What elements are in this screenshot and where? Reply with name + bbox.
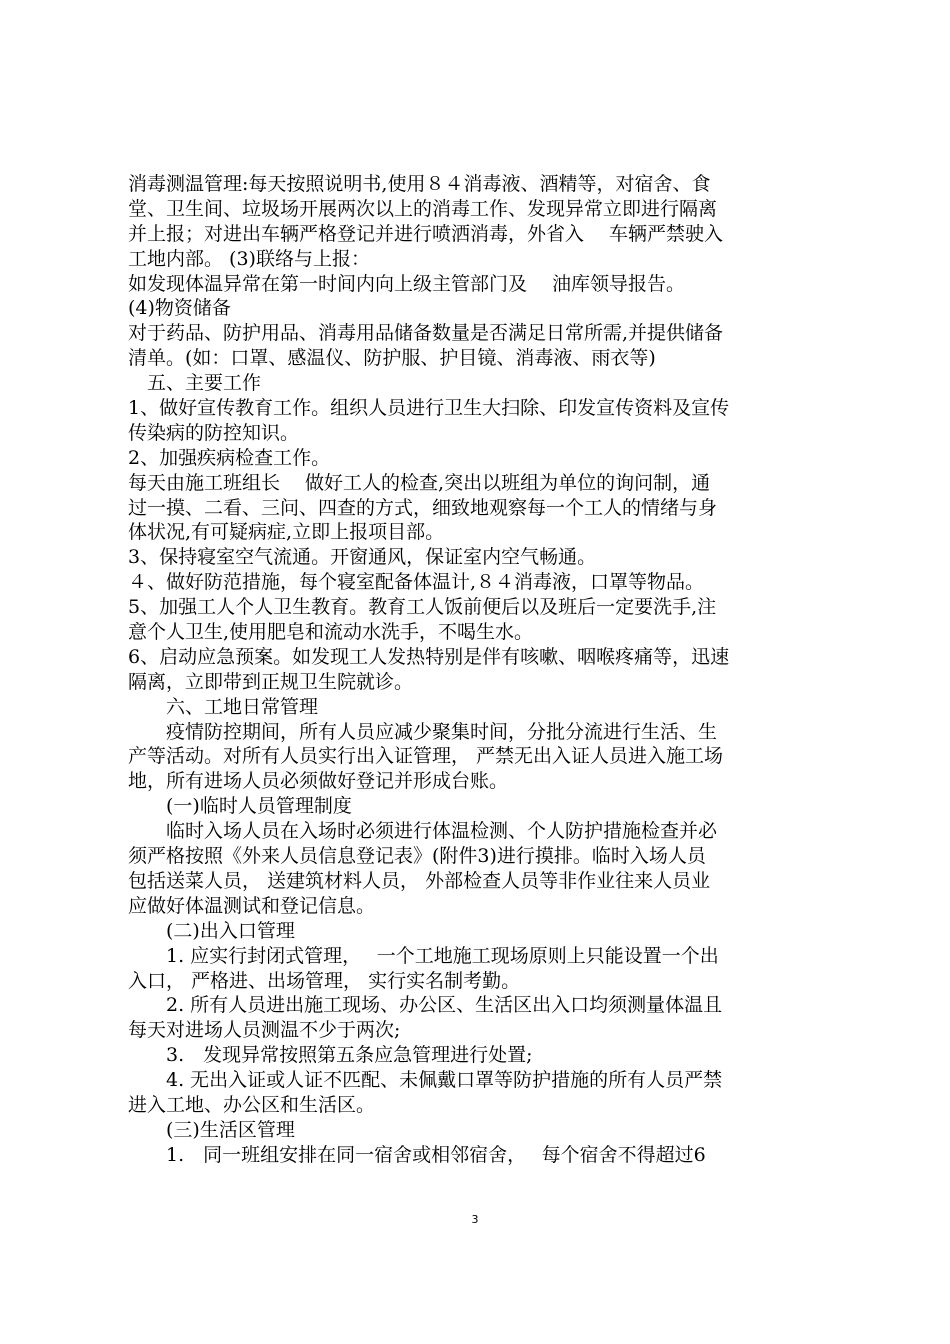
text-line: 过一摸、二看、三问、四查的方式，细致地观察每一个工人的情绪与身	[128, 496, 718, 519]
text-line: (三)生活区管理	[128, 1118, 295, 1141]
text-line: 进入工地、办公区和生活区。	[128, 1093, 376, 1116]
text-line: 对于药品、防护用品、消毒用品储备数量是否满足日常所需,并提供储备	[128, 322, 724, 345]
text-line: 工地内部。 (3)联络与上报：	[128, 247, 370, 270]
text-line: 1. 应实行封闭式管理， 一个工地施工现场原则上只能设置一个出	[128, 944, 719, 967]
text-line: 五、主要工作	[128, 372, 262, 395]
text-line: (二)出入口管理	[128, 919, 295, 942]
text-line: 意个人卫生,使用肥皂和流动水洗手，不喝生水。	[128, 621, 534, 644]
text-line: (4)物资储备	[128, 297, 231, 320]
text-line: 临时入场人员在入场时必须进行体温检测、个人防护措施检查并必	[128, 820, 718, 843]
text-line: (一)临时人员管理制度	[128, 795, 352, 818]
text-line: 如发现体温异常在第一时间内向上级主管部门及 油库领导报告。	[128, 272, 686, 295]
text-line: 清单。(如：口罩、感温仪、防护服、护目镜、消毒液、雨衣等)	[128, 347, 656, 370]
text-line: 地，所有进场人员必须做好登记并形成台账。	[128, 770, 509, 793]
document-body	[128, 172, 834, 1168]
text-line: 3. 发现异常按照第五条应急管理进行处置;	[128, 1044, 533, 1067]
text-line: 2. 所有人员进出施工现场、办公区、生活区出入口均须测量体温且	[128, 994, 723, 1017]
text-line: 包括送菜人员， 送建筑材料人员， 外部检查人员等非作业往来人员业	[128, 869, 711, 892]
text-line: 六、工地日常管理	[128, 695, 319, 718]
text-line: 1、做好宣传教育工作。组织人员进行卫生大扫除、印发宣传资料及宣传	[128, 397, 730, 420]
text-line: 1. 同一班组安排在同一宿舍或相邻宿舍， 每个宿舍不得超过6	[128, 1143, 706, 1166]
text-line: 入口， 严格进、出场管理， 实行实名制考勤。	[128, 969, 521, 992]
text-line: 消毒测温管理:每天按照说明书,使用８４消毒液、酒精等，对宿舍、食	[128, 173, 711, 195]
text-line: 5、加强工人个人卫生教育。教育工人饭前便后以及班后一定要洗手,注	[128, 596, 717, 619]
text-line: 2、加强疾病检查工作。	[128, 446, 331, 469]
text-line: 并上报；对进出车辆严格登记并进行喷洒消毒，外省入 车辆严禁驶入	[128, 222, 724, 245]
text-line: 堂、卫生间、垃圾场开展两次以上的消毒工作、发现异常立即进行隔离	[128, 197, 718, 220]
text-line: 体状况,有可疑病症,立即上报项目部。	[128, 521, 445, 544]
text-line: 每天对进场人员测温不少于两次;	[128, 1019, 401, 1042]
text-line: 隔离，立即带到正规卫生院就诊。	[128, 670, 414, 693]
page-number: 3	[471, 1213, 479, 1226]
text-line: 6、启动应急预案。如发现工人发热特别是伴有咳嗽、咽喉疼痛等，迅速	[128, 645, 730, 668]
text-line: 传染病的防控知识。	[128, 421, 300, 444]
text-line: 疫情防控期间，所有人员应减少聚集时间，分批分流进行生活、生	[128, 720, 718, 743]
text-line: 须严格按照《外来人员信息登记表》(附件3)进行摸排。临时入场人员	[128, 845, 706, 868]
text-line: ４、做好防范措施，每个寝室配备体温计,８４消毒液，口罩等物品。	[128, 571, 705, 594]
text-line: 产等活动。对所有人员实行出入证管理， 严禁无出入证人员进入施工场	[128, 745, 724, 768]
text-line: 3、保持寝室空气流通。开窗通风，保证室内空气畅通。	[128, 546, 597, 569]
text-line: 4. 无出入证或人证不匹配、未佩戴口罩等防护措施的所有人员严禁	[128, 1069, 723, 1092]
text-line: 应做好体温测试和登记信息。	[128, 894, 376, 917]
text-line: 每天由施工班组长 做好工人的检查,突出以班组为单位的询问制，通	[128, 471, 711, 494]
